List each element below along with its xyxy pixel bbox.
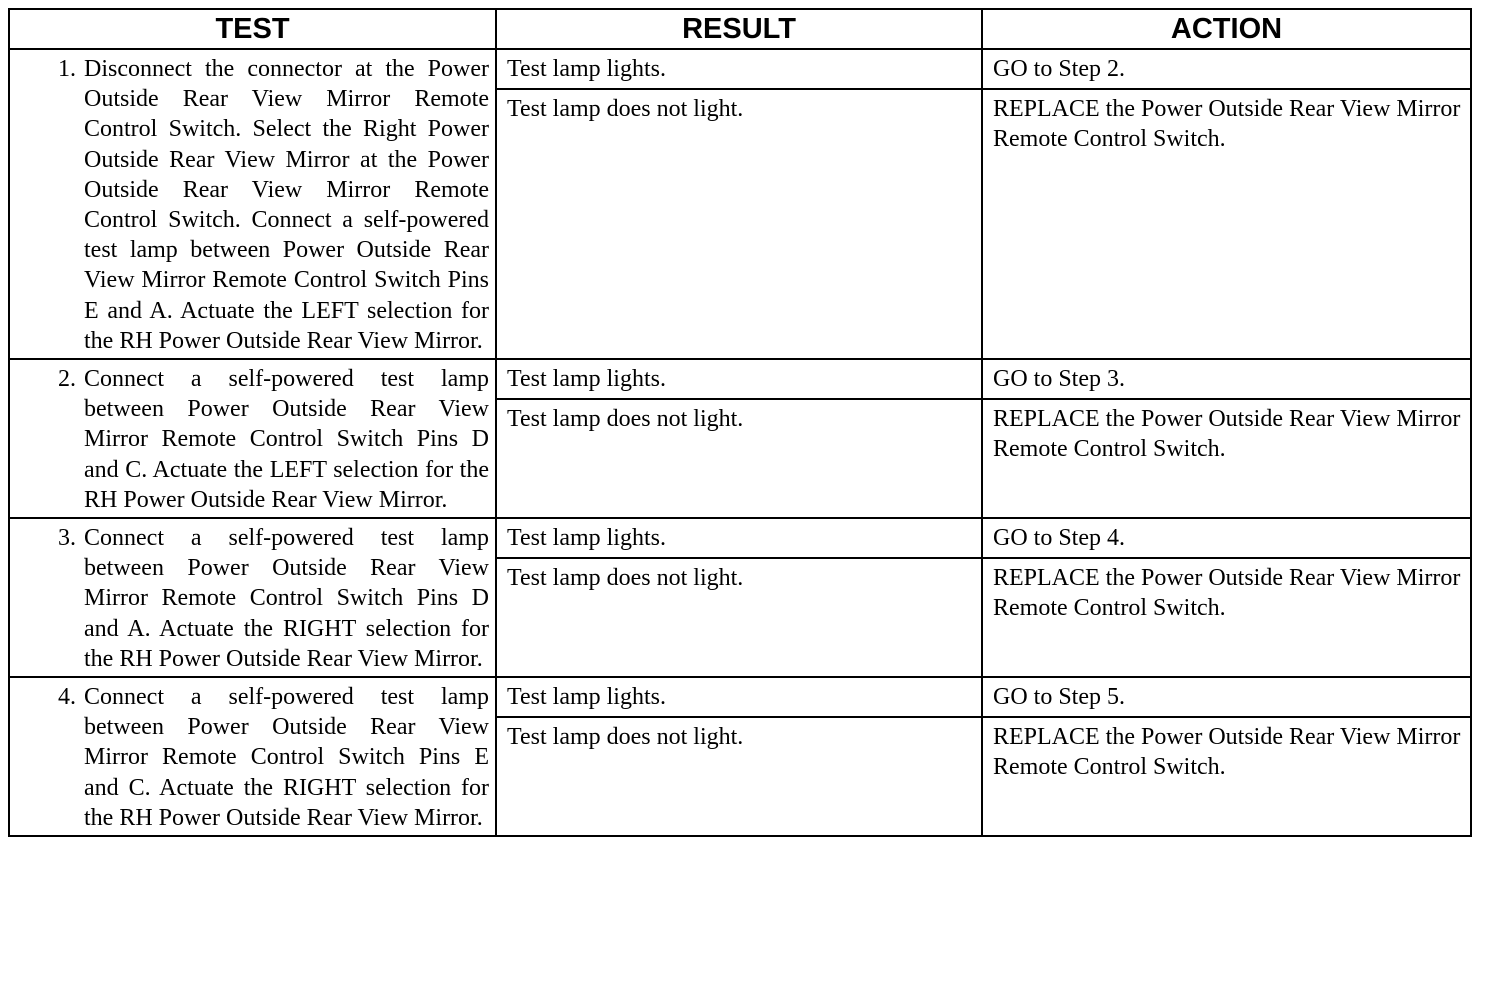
step-2-row-a: [9, 359, 1471, 399]
result-text: Test lamp does not light.: [507, 96, 744, 122]
step-3-result-2: [496, 558, 982, 677]
action-text: GO to Step 3.: [993, 366, 1125, 393]
result-text: Test lamp lights.: [507, 366, 666, 393]
action-text: REPLACE the Power Outside Rear View Mirror Remote Control Switch.: [993, 406, 1461, 463]
action-text: GO to Step 4.: [993, 525, 1125, 552]
step-1-result-2: [496, 89, 982, 359]
header-action: ACTION: [982, 9, 1471, 49]
step-2-test-cell: [9, 359, 496, 518]
result-text: Test lamp lights.: [507, 56, 666, 82]
step-2-result-1: [496, 359, 982, 399]
action-text: REPLACE the Power Outside Rear View Mirror Remote Control Switch.: [993, 565, 1461, 622]
step-3-test-text: Connect a self-powered test lamp between Power Outside Rear View Mirror Remote Control Switch Pins D and A. Actuate the RIGHT selection for the RH Power Outside Rear View Mirror.: [84, 525, 489, 672]
step-1-test-text: Disconnect the connector at the Power Outside Rear View Mirror Remote Control Switch. Select the Right Power Outside Rear View Mirror at the Power Outside Rear View Mirror Remote Control Switch. Connect a self-powered test lamp between Power Outside Rear View Mirror Remote Control Switch Pins E and A. Actuate the LEFT selection for the RH Power Outside Rear View Mirror.: [84, 56, 489, 354]
step-1-test-cell: [9, 49, 496, 359]
step-4-test-cell: [9, 677, 496, 836]
step-3-number: 3.: [58, 525, 76, 552]
step-4-result-2: [496, 717, 982, 836]
result-text: Test lamp does not light.: [507, 724, 744, 751]
step-4-action-1: [982, 677, 1471, 717]
step-4-test-text: Connect a self-powered test lamp between Power Outside Rear View Mirror Remote Control Switch Pins E and C. Actuate the RIGHT selection for the RH Power Outside Rear View Mirror.: [84, 684, 489, 831]
action-text: GO to Step 2.: [993, 56, 1125, 82]
step-3-result-1: [496, 518, 982, 558]
step-1-action-1: [982, 49, 1471, 89]
step-4-result-1: [496, 677, 982, 717]
result-text: Test lamp does not light.: [507, 406, 744, 433]
step-2-action-2: [982, 399, 1471, 518]
step-4-action-2: [982, 717, 1471, 836]
result-text: Test lamp lights.: [507, 684, 666, 711]
step-4-row-a: [9, 677, 1471, 717]
header-result: RESULT: [496, 9, 982, 49]
step-1-number: 1.: [58, 56, 76, 82]
step-2-result-2: [496, 399, 982, 518]
action-text: GO to Step 5.: [993, 684, 1125, 711]
action-text: REPLACE the Power Outside Rear View Mirror Remote Control Switch.: [993, 724, 1461, 781]
step-1-result-1: [496, 49, 982, 89]
step-1-row-a: [9, 49, 1471, 89]
result-text: Test lamp does not light.: [507, 565, 744, 592]
result-text: Test lamp lights.: [507, 525, 666, 552]
step-2-test-text: Connect a self-powered test lamp between Power Outside Rear View Mirror Remote Control Switch Pins D and C. Actuate the LEFT selection for the RH Power Outside Rear View Mirror.: [84, 366, 489, 513]
step-2-number: 2.: [58, 366, 76, 393]
step-3-action-1: [982, 518, 1471, 558]
diagnostic-table: [8, 8, 1472, 837]
header-test: TEST: [9, 9, 496, 49]
step-4-number: 4.: [58, 684, 76, 711]
step-3-action-2: [982, 558, 1471, 677]
step-3-row-a: [9, 518, 1471, 558]
step-1-action-2: [982, 89, 1471, 359]
step-3-test-cell: [9, 518, 496, 677]
action-text: REPLACE the Power Outside Rear View Mirror Remote Control Switch.: [993, 96, 1461, 152]
step-2-action-1: [982, 359, 1471, 399]
header-row: [9, 9, 1471, 49]
diagnostic-table-page: [8, 8, 1470, 837]
